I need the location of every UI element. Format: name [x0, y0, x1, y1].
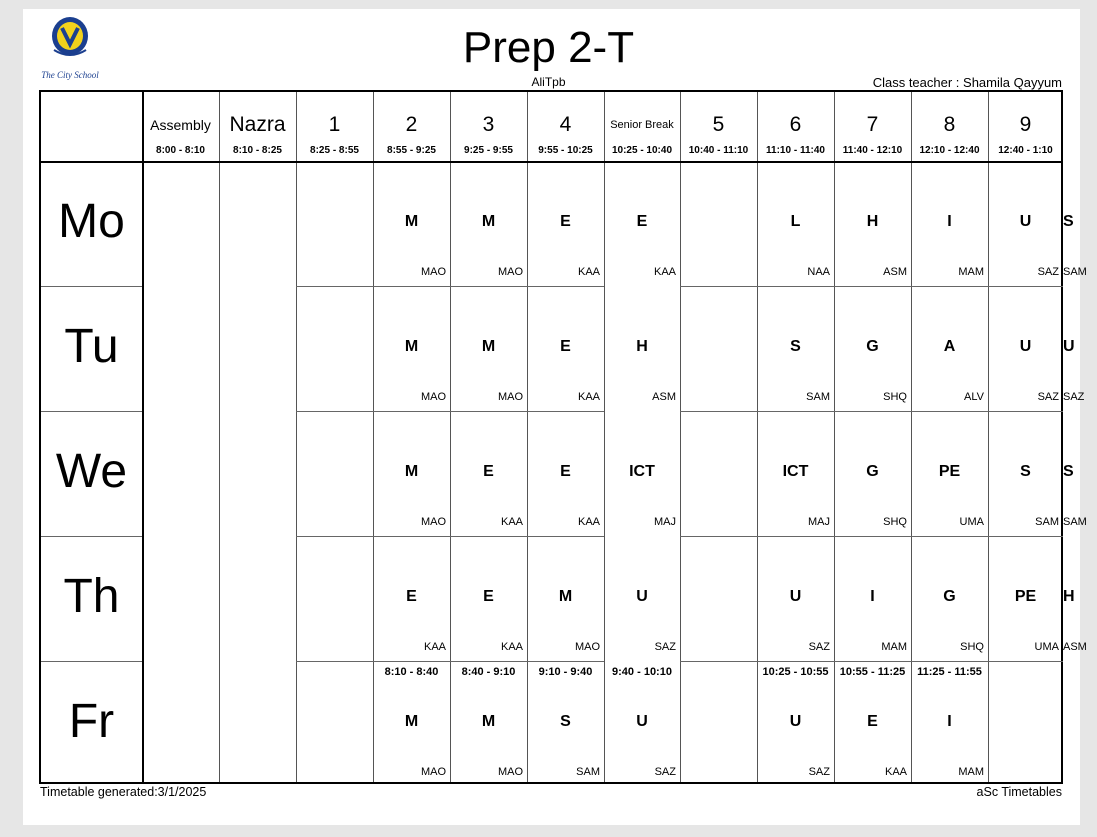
lesson-subject: G [866, 463, 879, 480]
lesson-teacher: MAM [958, 266, 984, 278]
period-time: 12:10 - 12:40 [919, 145, 980, 156]
lesson-subject: M [404, 713, 419, 730]
lesson-teacher: ASM [883, 266, 907, 278]
lesson-teacher: MAO [497, 391, 523, 403]
period-time: 11:40 - 12:10 [842, 145, 903, 156]
period-name: 7 [866, 113, 879, 136]
lesson-subject: ICT [629, 463, 655, 480]
row-divider [41, 411, 142, 412]
lesson-subject: E [483, 463, 494, 480]
day-label: Tu [64, 320, 119, 373]
period-name: Nazra [229, 113, 286, 136]
lesson-subject: A [943, 338, 956, 355]
page-title: Prep 2-T [462, 23, 635, 72]
lesson-subject: S [790, 338, 801, 355]
row-divider [911, 536, 988, 537]
lesson-subject: U [636, 713, 648, 730]
column-divider [834, 92, 835, 782]
column-divider [142, 92, 144, 782]
lesson-subject: H [1063, 588, 1075, 605]
lesson-subject: E [636, 213, 648, 230]
row-divider [834, 536, 911, 537]
row-divider [527, 411, 604, 412]
period-name: 2 [405, 113, 418, 136]
lesson-teacher: MAM [881, 641, 907, 653]
lesson-time: 11:25 - 11:55 [917, 666, 982, 678]
lesson-teacher: SAZ [808, 766, 830, 778]
period-name: 3 [482, 113, 495, 136]
row-divider [680, 286, 757, 287]
row-divider [757, 286, 834, 287]
lesson-teacher: NAA [807, 266, 830, 278]
period-name: 6 [789, 113, 802, 136]
logo-caption: The City School [41, 70, 99, 80]
page-subtitle: AliTpb [531, 75, 566, 89]
period-time: 10:40 - 11:10 [688, 145, 749, 156]
row-divider [41, 536, 142, 537]
timetable-grid [39, 90, 1087, 784]
row-divider [41, 286, 142, 287]
row-divider [296, 286, 373, 287]
row-divider [296, 536, 373, 537]
lesson-subject: U [636, 588, 648, 605]
column-divider [680, 92, 681, 782]
column-divider [450, 92, 451, 782]
lesson-teacher: ASM [652, 391, 676, 403]
column-divider [911, 92, 912, 782]
column-divider [373, 92, 374, 782]
lesson-teacher: MAO [574, 641, 600, 653]
lesson-subject: U [1019, 213, 1032, 230]
row-divider [834, 411, 911, 412]
period-time: 8:10 - 8:25 [233, 145, 282, 156]
lesson-teacher: KAA [577, 391, 600, 403]
row-divider [911, 661, 988, 662]
lesson-teacher: SHQ [883, 391, 907, 403]
lesson-subject: E [867, 713, 878, 730]
lesson-teacher: KAA [577, 266, 600, 278]
lesson-subject: ICT [782, 463, 809, 480]
class-teacher: Class teacher : Shamila Qayyum [872, 75, 1062, 90]
day-label: Mo [58, 195, 125, 248]
column-divider [219, 92, 220, 782]
lesson-teacher: SAZ [654, 641, 676, 653]
period-name: 4 [559, 113, 572, 136]
row-divider [296, 411, 373, 412]
period-time: 10:25 - 10:40 [611, 145, 673, 156]
lesson-teacher: KAA [423, 641, 446, 653]
lesson-teacher: MAO [497, 766, 523, 778]
lesson-teacher: ASM [1063, 641, 1087, 653]
row-divider [757, 661, 834, 662]
row-divider [988, 286, 1063, 287]
lesson-teacher: SAM [1063, 516, 1087, 528]
lesson-subject: U [789, 588, 802, 605]
lesson-subject: S [1063, 213, 1074, 230]
row-divider [373, 536, 450, 537]
lesson-subject: M [481, 338, 496, 355]
lesson-time: 10:25 - 10:55 [762, 666, 829, 678]
lesson-subject: I [947, 713, 952, 730]
lesson-time: 8:40 - 9:10 [461, 666, 516, 678]
lesson-subject: S [1063, 463, 1074, 480]
lesson-subject: M [558, 588, 573, 605]
lesson-teacher: KAA [500, 641, 523, 653]
lesson-teacher: MAO [420, 391, 446, 403]
row-divider [988, 536, 1063, 537]
row-divider [41, 661, 142, 662]
lesson-time: 9:40 - 10:10 [612, 666, 672, 678]
lesson-subject: M [481, 213, 496, 230]
lesson-subject: S [1020, 463, 1031, 480]
row-divider [527, 661, 604, 662]
row-divider [834, 661, 911, 662]
lesson-subject: U [1063, 338, 1075, 355]
day-label: We [55, 445, 128, 498]
row-divider [373, 661, 450, 662]
lesson-subject: I [870, 588, 875, 605]
period-time: 8:25 - 8:55 [310, 145, 359, 156]
column-divider [296, 92, 297, 782]
lesson-teacher: SAZ [1037, 266, 1059, 278]
lesson-teacher: MAJ [654, 516, 676, 528]
column-divider [527, 92, 528, 782]
lesson-subject: S [560, 713, 571, 730]
row-divider [757, 536, 834, 537]
column-divider [604, 92, 605, 782]
lesson-subject: E [406, 588, 417, 605]
lesson-teacher: MAO [420, 766, 446, 778]
lesson-subject: M [404, 463, 419, 480]
period-time: 12:40 - 1:10 [998, 145, 1053, 156]
period-time: 8:55 - 9:25 [387, 145, 436, 156]
lesson-subject: G [943, 588, 956, 605]
period-name: 5 [712, 113, 725, 136]
lesson-subject: E [560, 338, 571, 355]
lesson-subject: E [483, 588, 494, 605]
lesson-teacher: KAA [500, 516, 523, 528]
lesson-teacher: KAA [884, 766, 907, 778]
row-divider [680, 661, 757, 662]
lesson-teacher: KAA [653, 266, 676, 278]
period-name: 8 [943, 113, 956, 136]
lesson-teacher: SAM [1035, 516, 1059, 528]
row-divider [527, 536, 604, 537]
lesson-subject: L [790, 213, 801, 230]
lesson-subject: M [404, 213, 419, 230]
generated-date: Timetable generated:3/1/2025 [40, 785, 207, 799]
lesson-subject: G [866, 338, 879, 355]
row-divider [680, 411, 757, 412]
row-divider [988, 661, 1063, 662]
row-divider [450, 661, 527, 662]
row-divider [450, 411, 527, 412]
row-divider [450, 286, 527, 287]
lesson-teacher: ALV [964, 391, 984, 403]
period-time: 11:10 - 11:40 [766, 145, 825, 156]
row-divider [296, 661, 373, 662]
lesson-subject: I [947, 213, 952, 230]
lesson-subject: H [866, 213, 879, 230]
period-time: 8:00 - 8:10 [156, 145, 205, 156]
lesson-subject: H [636, 338, 648, 355]
lesson-teacher: MAO [420, 516, 446, 528]
header-divider [41, 161, 1063, 163]
lesson-time: 9:10 - 9:40 [538, 666, 593, 678]
lesson-teacher: SHQ [883, 516, 907, 528]
lesson-subject: M [404, 338, 419, 355]
lesson-teacher: UMA [959, 516, 984, 528]
row-divider [450, 536, 527, 537]
period-name: Assembly [150, 117, 211, 133]
period-time: 9:25 - 9:55 [464, 145, 513, 156]
period-name: 9 [1019, 113, 1032, 136]
lesson-subject: E [560, 213, 571, 230]
footer-brand: aSc Timetables [976, 785, 1062, 799]
lesson-subject: PE [1014, 588, 1037, 605]
lesson-teacher: SAM [1063, 266, 1087, 278]
column-divider [757, 92, 758, 782]
row-divider [911, 411, 988, 412]
row-divider [757, 411, 834, 412]
day-label: Fr [68, 695, 115, 748]
row-divider [988, 411, 1063, 412]
lesson-teacher: SAZ [654, 766, 676, 778]
period-name: Senior Break [610, 119, 674, 131]
period-name: 1 [328, 113, 341, 136]
lesson-teacher: MAO [497, 266, 523, 278]
lesson-teacher: SAZ [1063, 391, 1085, 403]
lesson-teacher: MAJ [808, 516, 830, 528]
row-divider [680, 536, 757, 537]
row-divider [527, 286, 604, 287]
row-divider [373, 411, 450, 412]
lesson-teacher: SHQ [960, 641, 984, 653]
lesson-teacher: SAM [806, 391, 830, 403]
lesson-teacher: KAA [577, 516, 600, 528]
lesson-subject: PE [938, 463, 961, 480]
lesson-subject: E [560, 463, 571, 480]
lesson-subject: M [481, 713, 496, 730]
lesson-teacher: SAZ [808, 641, 830, 653]
lesson-time: 8:10 - 8:40 [384, 666, 439, 678]
day-label: Th [63, 570, 120, 623]
row-divider [911, 286, 988, 287]
lesson-subject: U [789, 713, 802, 730]
period-time: 9:55 - 10:25 [538, 145, 593, 156]
lesson-teacher: SAM [576, 766, 600, 778]
lesson-time: 10:55 - 11:25 [839, 666, 906, 678]
lesson-teacher: SAZ [1037, 391, 1059, 403]
row-divider [834, 286, 911, 287]
lesson-teacher: MAO [420, 266, 446, 278]
column-divider [988, 92, 989, 782]
lesson-subject: U [1019, 338, 1032, 355]
row-divider [373, 286, 450, 287]
lesson-teacher: MAM [958, 766, 984, 778]
lesson-teacher: UMA [1034, 641, 1059, 653]
